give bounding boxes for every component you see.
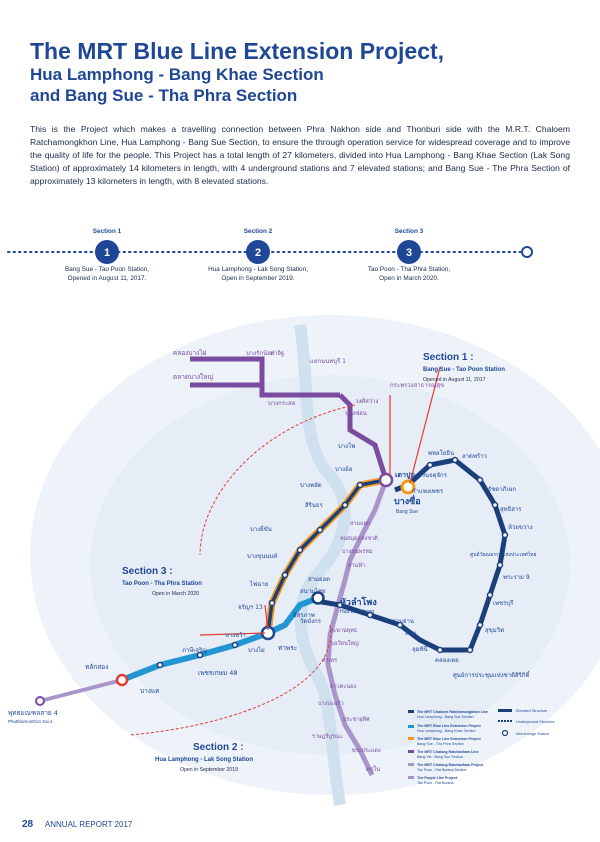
page-subtitle-2: and Bang Sue - Tha Phra Section <box>30 86 298 105</box>
station-label-bang-sue-en: Bang Sue <box>396 509 418 515</box>
page-title: The MRT Blue Line Extension Project, <box>30 38 445 64</box>
station-label-bang-phlat: บางพลัด <box>300 482 322 489</box>
station-label-lat-phrao: ลาดพร้าว <box>462 453 487 460</box>
legend-right-2: Underground Structure <box>516 720 555 724</box>
callout-3-date: Open in March 2020 <box>152 591 200 597</box>
legend-label-4: The MRT Chalong Ratchadham Line <box>417 750 479 754</box>
station-label-tha-phra: ท่าพระ <box>278 644 298 652</box>
legend-sub-3: Bang Sue - Tha Phra Section <box>417 742 464 746</box>
station-label-phan-fa: ผ่านฟ้า <box>348 563 366 569</box>
station-label-qsncc: ศูนย์การประชุมแห่งชาติสิริกิติ์ <box>453 672 530 679</box>
page-footer <box>22 819 132 830</box>
legend-swatch-6 <box>408 776 414 779</box>
station-label-phutthamonthon-4: พุทธมณฑลสาย 4 <box>8 709 58 717</box>
station-label-ratchadaphisek: รัชดาภิเษก <box>488 486 517 493</box>
footer-label: ANNUAL REPORT 2017 <box>44 820 133 829</box>
tao-poon-station-marker <box>380 474 392 486</box>
timeline-desc-line-1: Bang Sue - Tao Poon Station, <box>64 266 150 273</box>
timeline-desc-line-1: Tao Poon - Tha Phra Station, <box>367 266 451 273</box>
station-label-sukhumvit: สุขุมวิท <box>485 627 505 634</box>
station-label-sutthisan: สุทธิสาร <box>500 506 522 513</box>
station-label-bang-pho: บางโพ <box>338 443 356 450</box>
legend-label-1: The MRT Chaloem Ratchamongkhon Line <box>417 710 489 714</box>
timeline-desc <box>344 265 474 283</box>
station-label-phra-pradaeng: พระประแดง <box>352 748 381 754</box>
legend-interchange-swatch <box>503 731 508 736</box>
station-label-kamphaeng-phet: กำแพงเพชร <box>412 488 444 495</box>
timeline-number-3: 3 <box>405 247 413 259</box>
station-label-phasi-charoen: ภาษีเจริญ <box>182 647 208 654</box>
station-label-phutthamonthon-4-en: Phutthamonthon Sai 4 <box>8 719 53 724</box>
timeline-section-label: Section 1 <box>92 228 122 235</box>
station-label-bang-khun-phrom: บางขุนพรหม <box>342 549 373 555</box>
legend-sub-5: Tao Poon - Rat Burana Section <box>417 768 467 772</box>
legend-swatch-3 <box>408 737 414 740</box>
station-label-khlong-toei: คลองเตย <box>435 657 459 664</box>
station-label-huai-khwang: ห้วยขวาง <box>508 524 533 531</box>
station-label-bang-sue: บางซื่อ <box>394 497 421 507</box>
station-label-fai-chai: ไฟฉาย <box>250 581 269 588</box>
legend-swatch-1 <box>408 710 414 713</box>
station-label-phetkasem-48: เพชรเกษม 48 <box>198 669 238 677</box>
station-label-ministry: กระทรวงสาธารณสุข <box>390 382 445 389</box>
timeline-end-marker <box>522 247 532 257</box>
station-label-chatuchak: สวนจตุจักร <box>418 472 447 479</box>
route-map <box>0 305 600 815</box>
station-label-bang-khun-non: บางขุนนนท์ <box>247 553 278 560</box>
station-label-bang-yi-khan: บางยี่ขัน <box>250 526 272 533</box>
station-label-yaek-nonthaburi: แยกนนทบุรี 1 <box>310 358 346 365</box>
page-subtitle-1: Hua Lamphong - Bang Khae Section <box>30 65 324 84</box>
phutthamonthon-station-marker <box>36 697 44 705</box>
legend-label-3: The MRT Blue Line Extension Project <box>417 737 481 741</box>
station-label-rat-burana: ราษฎร์บูรณะ <box>312 734 343 740</box>
station-label-khlong-bang-phai: คลองบางไผ่ <box>173 349 207 357</box>
callout-3-sub: Tao Poon - Tha Phra Station <box>122 581 202 587</box>
station-label-silom: สีลม <box>405 630 417 637</box>
callout-1-title: Section 1 : <box>423 352 474 363</box>
station-label-tha-it: ท่าอิฐ <box>270 350 285 357</box>
page-header <box>30 38 570 106</box>
station-label-phetchaburi: เพชรบุรี <box>493 600 514 607</box>
station-label-wongwian-yai: วงเวียนใหญ่ <box>330 641 359 647</box>
timeline-desc <box>42 265 172 283</box>
callout-3-title: Section 3 : <box>122 566 173 577</box>
station-label-sanam-chai: สนามไชย <box>300 588 326 595</box>
callout-1-date: Opened in August 11, 2017 <box>423 377 486 383</box>
route-map-svg <box>0 305 600 815</box>
station-label-pracha-uthit: ประชาอุทิศ <box>343 717 370 723</box>
station-label-sam-yot: สามยอด <box>308 576 331 583</box>
station-label-tao-poon: เตาปูน <box>395 471 416 479</box>
legend-swatch-4 <box>408 750 414 753</box>
station-label-sirindhorn: สิรินธร <box>305 502 323 509</box>
station-label-phahon-yothin: พหลโยธิน <box>428 450 455 457</box>
station-label-bang-phai: บางไผ่ <box>248 647 265 654</box>
timeline-desc-line-1: Hua Lamphong - Lak Song Station, <box>208 266 308 273</box>
legend-right-1: Elevated Structure <box>516 709 548 713</box>
station-label-bang-pakaeo: บางปะแก้ว <box>318 701 344 707</box>
station-label-bang-krasor: บางกระสอ <box>268 400 296 407</box>
legend-swatch-2 <box>408 725 414 728</box>
station-label-charan-13: จรัญฯ 13 <box>238 604 263 611</box>
station-label-samrae: สำเหร่ <box>322 658 337 664</box>
timeline-desc <box>193 265 323 283</box>
station-label-itsaraphap: อิสรภาพ <box>293 612 315 619</box>
station-label-sam-yaek: สามแยก <box>350 521 371 527</box>
station-label-hua-lamphong-en: Hua Lamphong <box>340 609 375 615</box>
station-label-phra-ram-9: พระราม 9 <box>503 574 530 581</box>
timeline-desc-line-2: Open in March 2020. <box>379 275 439 282</box>
legend-label-2: The MRT Blue Line Extension Project <box>417 724 481 728</box>
callout-2-sub: Hua Lamphong - Lak Song Station <box>155 757 253 763</box>
legend-sub-2: Hua Lamphong - Bang Khae Section <box>417 729 476 733</box>
station-label-thailand-cultural: ศูนย์วัฒนธรรมแห่งประเทศไทย <box>470 552 537 558</box>
timeline-section-label: Section 2 <box>243 228 273 235</box>
callout-2-date: Open in September 2019 <box>180 767 238 773</box>
station-label-bang-rak-noi: บางรักน้อย <box>246 350 275 357</box>
station-label-sam-yan: สามย่าน <box>392 618 414 625</box>
legend-right-3: Interchange Station <box>516 732 549 736</box>
station-label-dao-khanong: ดาวคะนอง <box>330 684 357 690</box>
legend-elevated-swatch <box>498 709 512 712</box>
legend-sub-1: Hua Lamphong - Bang Sue Section <box>417 715 474 719</box>
station-label-lak-song: หลักสอง <box>85 663 109 671</box>
timeline-desc-line-2: Open in September 2019. <box>221 275 295 282</box>
callout-1-sub: Bang Sue - Tao Poon Station <box>423 367 505 373</box>
timeline <box>0 225 600 305</box>
timeline-number-1: 1 <box>103 247 111 259</box>
station-label-hua-lamphong: หัวลำโพง <box>340 598 377 608</box>
legend-swatch-5 <box>408 763 414 766</box>
station-label-lumphini: ลุมพินี <box>412 646 428 653</box>
station-label-bang-son: บางซ่อน <box>345 410 367 417</box>
callout-2-title: Section 2 : <box>193 742 244 753</box>
station-label-bang-wa: บางหว้า <box>225 632 246 639</box>
timeline-section-label: Section 3 <box>394 228 424 235</box>
timeline-desc-line-2: Opened in August 11, 2017. <box>67 275 147 282</box>
lak-song-station-marker <box>117 675 127 685</box>
timeline-item-1 <box>42 228 172 283</box>
station-label-wat-mangkon: วัดมังกร <box>300 618 322 625</box>
station-label-bang-o: บางอ้อ <box>335 466 353 473</box>
legend-sub-4: Bang Yai - Bang Sue Section <box>417 755 464 759</box>
station-label-talad-bang-yai: ตลาดบางใหญ่ <box>173 373 214 381</box>
timeline-item-3 <box>344 228 474 283</box>
page-number: 28 <box>22 819 34 830</box>
legend-label-5: The MRT Chalong Ratchadham Project <box>417 763 484 767</box>
intro-paragraph: This is the Project which makes a travelling connection between Phra Nakhon side and Thonburi side with the M.R.T. Chaloem Ratchamongkhon Line, Hua Lamphong - Bang Sue Section, to ensure the through operation service for widespread coverage and to improve the quality of life for the people. This Project has a total length of 27 kilometers, divided into Hua Lamphong - Bang Khae Section (Lak Song Station) of approximately 14 kilometers in length, with 4 underground stations and 7 elevated stations; and Bang Sue - The Phra Section of approximately 13 kilometers in length, with 8 elevated stations. <box>30 124 570 187</box>
legend-sub-6: Tao Poon - Rat Burana <box>417 781 454 785</box>
station-label-khru-nai: ครุใน <box>366 766 381 773</box>
timeline-number-2: 2 <box>254 247 262 259</box>
station-label-bang-khae: บางแค <box>140 687 160 695</box>
station-label-saphan-phut: สะพานพุทธ <box>330 628 358 634</box>
timeline-item-2 <box>193 228 323 283</box>
station-label-national-library: หอสมุดแห่งชาติ <box>340 536 378 542</box>
station-label-wong-sawang: วงศ์สว่าง <box>355 398 379 405</box>
legend-label-6: The Purple Line Project <box>417 776 458 780</box>
